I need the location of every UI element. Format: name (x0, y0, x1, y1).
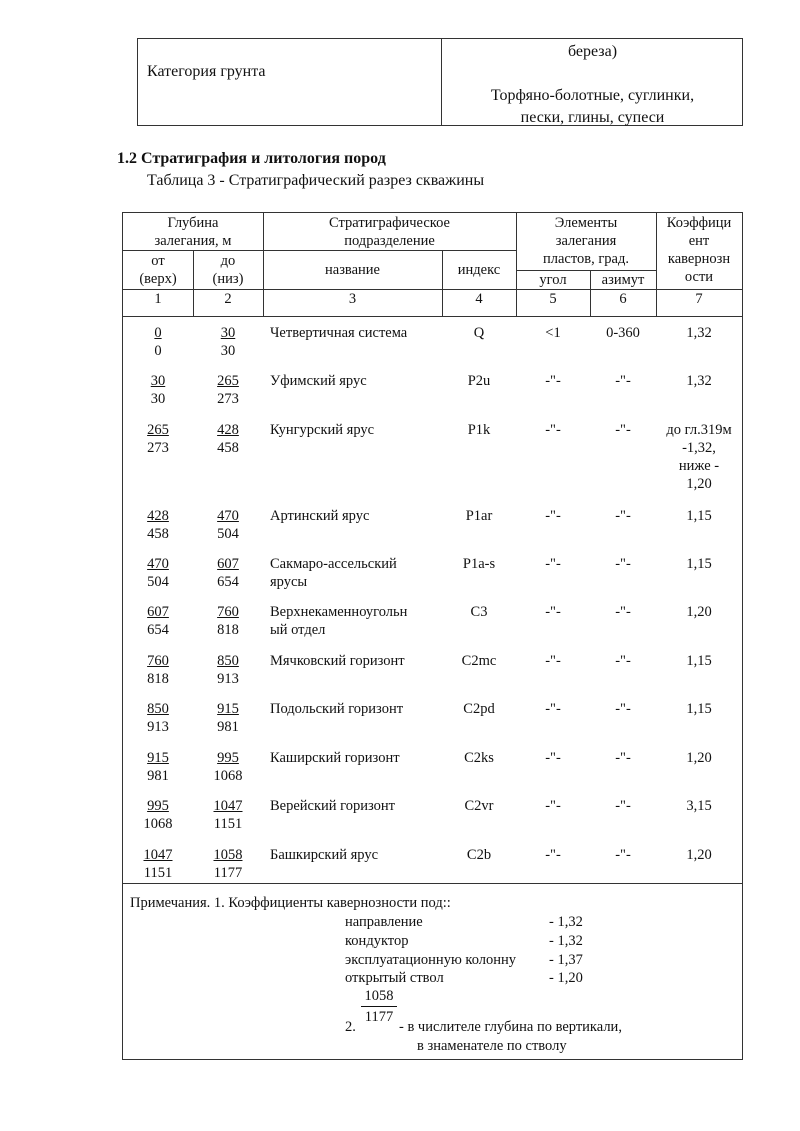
from-depth (123, 603, 193, 639)
col-number: 7 (695, 291, 703, 307)
unit-index: C2pd (463, 701, 495, 717)
header-from-line1: от (151, 253, 165, 269)
unit-index: P2u (467, 373, 491, 389)
from-depth (123, 652, 193, 688)
header-depth-line1: Глубина (167, 215, 219, 231)
coef-line3: ниже - (678, 458, 720, 474)
header-coef-line3: кавернозн (667, 251, 731, 267)
dip-azimuth: -"- (615, 750, 631, 766)
header-elem-line1: Элементы (554, 215, 618, 231)
from-depth-vertical: 470 (147, 556, 169, 572)
from-depth-along-hole: 1151 (143, 865, 173, 881)
cavern-coef (656, 603, 742, 621)
unit-index: P1k (467, 422, 491, 438)
unit-name (270, 700, 442, 718)
from-depth-along-hole: 273 (147, 440, 169, 456)
stratigraphy-table (122, 212, 743, 1060)
cavern-coef (656, 700, 742, 718)
header-name: название (325, 262, 380, 278)
to-depth-vertical: 995 (217, 750, 239, 766)
from-depth-along-hole: 818 (147, 671, 169, 687)
coef-line1: 1,20 (686, 847, 712, 863)
note2-line1: - в числителе глубина по вертикали, (399, 1019, 622, 1035)
note-value: - 1,37 (549, 952, 583, 968)
coef-line1: 1,15 (686, 653, 712, 669)
to-depth-along-hole: 504 (217, 526, 239, 542)
unit-name (270, 324, 442, 342)
unit-name-line1: Кунгурский ярус (270, 422, 375, 438)
note2-number: 2. (345, 1019, 356, 1035)
note-label: открытый ствол (345, 970, 444, 986)
from-depth-vertical: 1047 (143, 847, 173, 863)
cavern-coef (656, 507, 742, 525)
header-to-line1: до (220, 253, 236, 269)
unit-name-line1: Мячковский горизонт (270, 653, 405, 669)
from-depth (123, 324, 193, 360)
header-to-line2: (низ) (212, 271, 244, 287)
unit-name (270, 555, 442, 591)
note-value: - 1,20 (549, 970, 583, 986)
col-number: 3 (348, 291, 357, 307)
to-depth (193, 749, 263, 785)
header-angle: угол (539, 272, 567, 288)
note-value: - 1,32 (549, 933, 583, 949)
header-cavern-coef (656, 214, 742, 286)
to-depth-vertical: 915 (217, 701, 239, 717)
unit-name (270, 749, 442, 767)
dip-angle: -"- (545, 508, 561, 524)
note-label: направление (345, 914, 423, 930)
dip-angle: -"- (545, 556, 561, 572)
unit-name-line2: ярусы (270, 574, 308, 590)
dip-angle: -"- (545, 373, 561, 389)
soil-category-value (442, 85, 743, 129)
header-strat-line1: Стратиграфическое (329, 215, 450, 231)
unit-name-line1: Артинский ярус (270, 508, 370, 524)
dip-azimuth: -"- (615, 556, 631, 572)
grid-line (123, 883, 742, 884)
soil-category-value-line2: Торфяно-болотные, суглинки, (490, 87, 695, 104)
coef-line1: до гл.319м (666, 422, 732, 438)
from-depth (123, 797, 193, 833)
to-depth-along-hole: 654 (217, 574, 239, 590)
header-depth (123, 214, 263, 250)
dip-angle: -"- (545, 422, 561, 438)
from-depth (123, 846, 193, 882)
coef-line1: 1,32 (686, 373, 712, 389)
coef-line2: -1,32, (682, 440, 716, 456)
dip-azimuth: -"- (615, 653, 631, 669)
dip-angle: -"- (545, 750, 561, 766)
soil-category-value-line3: пески, глины, супеси (520, 109, 665, 126)
col-number: 1 (154, 291, 162, 307)
fraction-denominator: 1177 (364, 1009, 394, 1025)
unit-name (270, 372, 442, 390)
unit-name-line2: ый отдел (270, 622, 326, 638)
soil-category-label: Категория грунта (147, 63, 266, 80)
unit-name-line1: Подольский горизонт (270, 701, 404, 717)
to-depth-vertical: 760 (217, 604, 239, 620)
unit-index: C2vr (464, 798, 494, 814)
col-number: 6 (619, 291, 627, 307)
to-depth-along-hole: 913 (217, 671, 239, 687)
unit-name (270, 652, 442, 670)
coef-line1: 1,15 (686, 701, 712, 717)
note-label: кондуктор (345, 933, 409, 949)
header-elem-line3: пластов, град. (543, 251, 629, 267)
header-elem-line2: залегания (555, 233, 617, 249)
from-depth-vertical: 428 (147, 508, 169, 524)
to-depth-along-hole: 1068 (213, 768, 243, 784)
dip-azimuth: -"- (615, 508, 631, 524)
coef-line1: 1,20 (686, 604, 712, 620)
to-depth-along-hole: 1177 (213, 865, 243, 881)
dip-azimuth: -"- (615, 373, 631, 389)
col-number: 5 (549, 291, 557, 307)
to-depth-along-hole: 458 (217, 440, 239, 456)
unit-index: P1a-s (462, 556, 496, 572)
note-label: эксплуатационную колонну (345, 952, 517, 968)
cavern-coef (656, 421, 742, 493)
unit-name-line1: Четвертичная система (270, 325, 408, 341)
cavern-coef (656, 652, 742, 670)
unit-name (270, 797, 442, 815)
unit-name (270, 603, 442, 639)
from-depth-along-hole: 913 (147, 719, 169, 735)
dip-angle: -"- (545, 653, 561, 669)
dip-azimuth: 0-360 (606, 325, 640, 341)
from-depth-along-hole: 458 (147, 526, 169, 542)
to-depth-along-hole: 818 (217, 622, 239, 638)
to-depth (193, 324, 263, 360)
from-depth-vertical: 995 (147, 798, 169, 814)
example-fraction (361, 987, 397, 1026)
from-depth-along-hole: 504 (147, 574, 169, 590)
header-stratigraphy (263, 214, 516, 250)
to-depth-along-hole: 981 (217, 719, 239, 735)
table-caption: Таблица 3 - Стратиграфический разрез скважины (147, 172, 485, 189)
unit-index: C2b (466, 847, 492, 863)
col-number: 2 (224, 291, 232, 307)
soil-category-table (137, 38, 743, 126)
header-azimuth: азимут (601, 272, 645, 288)
section-heading: 1.2 Стратиграфия и литология пород (117, 150, 386, 167)
coef-line1: 1,15 (686, 556, 712, 572)
coef-line1: 1,32 (686, 325, 712, 341)
to-depth-vertical: 850 (217, 653, 239, 669)
coef-line1: 1,15 (686, 508, 712, 524)
grid-line (123, 316, 742, 317)
unit-index: C2ks (464, 750, 494, 766)
header-coef-line2: ент (688, 233, 710, 249)
cavern-coef (656, 372, 742, 390)
unit-index: Q (473, 325, 485, 341)
unit-index: P1ar (465, 508, 493, 524)
coef-line4: 1,20 (686, 476, 712, 492)
to-depth (193, 700, 263, 736)
header-coef-line1: Коэффици (666, 215, 732, 231)
to-depth-along-hole: 1151 (213, 816, 243, 832)
dip-angle: -"- (545, 847, 561, 863)
header-coef-line4: ости (684, 269, 714, 285)
dip-angle: -"- (545, 701, 561, 717)
to-depth (193, 555, 263, 591)
header-from (123, 252, 193, 288)
unit-index: C3 (470, 604, 488, 620)
cavern-coef (656, 324, 742, 342)
to-depth-vertical: 30 (220, 325, 236, 341)
cavern-coef (656, 846, 742, 864)
to-depth (193, 652, 263, 688)
to-depth-vertical: 428 (217, 422, 239, 438)
unit-name (270, 846, 442, 864)
to-depth-along-hole: 30 (220, 343, 236, 359)
coef-line1: 1,20 (686, 750, 712, 766)
dip-azimuth: -"- (615, 847, 631, 863)
from-depth-along-hole: 981 (147, 768, 169, 784)
header-index: индекс (457, 262, 501, 278)
dip-azimuth: -"- (615, 604, 631, 620)
from-depth-vertical: 850 (147, 701, 169, 717)
to-depth-vertical: 265 (217, 373, 239, 389)
to-depth (193, 507, 263, 543)
dip-angle: <1 (545, 325, 561, 341)
notes-title: Примечания. 1. Коэффициенты кавернозности под:: (130, 895, 451, 911)
note-value: - 1,32 (549, 914, 583, 930)
from-depth-vertical: 30 (150, 373, 166, 389)
from-depth-along-hole: 30 (150, 391, 166, 407)
from-depth-vertical: 0 (154, 325, 162, 341)
from-depth (123, 421, 193, 457)
from-depth-along-hole: 1068 (143, 816, 173, 832)
from-depth-along-hole: 654 (147, 622, 169, 638)
header-depth-line2: залегания, м (154, 233, 232, 249)
soil-category-value-line1: береза) (567, 43, 618, 60)
header-to (193, 252, 263, 288)
unit-name-line1: Верейский горизонт (270, 798, 396, 814)
header-from-line2: (верх) (139, 271, 177, 287)
unit-name-line1: Сакмаро-ассельский (270, 556, 397, 572)
unit-index: C2mc (461, 653, 497, 669)
unit-name (270, 507, 442, 525)
to-depth-vertical: 1058 (213, 847, 243, 863)
from-depth-vertical: 760 (147, 653, 169, 669)
dip-azimuth: -"- (615, 422, 631, 438)
from-depth (123, 507, 193, 543)
from-depth-vertical: 607 (147, 604, 169, 620)
unit-name-line1: Каширский горизонт (270, 750, 400, 766)
fraction-bar (361, 1006, 397, 1007)
to-depth (193, 797, 263, 833)
from-depth (123, 700, 193, 736)
unit-name (270, 421, 442, 439)
header-elements (516, 214, 656, 268)
cavern-coef (656, 555, 742, 573)
to-depth (193, 846, 263, 882)
col-number: 4 (475, 291, 483, 307)
dip-azimuth: -"- (615, 701, 631, 717)
unit-name-line1: Башкирский ярус (270, 847, 379, 863)
from-depth (123, 555, 193, 591)
to-depth-vertical: 607 (217, 556, 239, 572)
fraction-numerator: 1058 (364, 988, 394, 1004)
dip-azimuth: -"- (615, 798, 631, 814)
coef-line1: 3,15 (686, 798, 712, 814)
grid-line (263, 250, 516, 251)
to-depth (193, 421, 263, 457)
from-depth-vertical: 265 (147, 422, 169, 438)
from-depth-along-hole: 0 (154, 343, 162, 359)
dip-angle: -"- (545, 798, 561, 814)
unit-name-line1: Верхнекаменноугольн (270, 604, 408, 620)
to-depth (193, 372, 263, 408)
header-strat-line2: подразделение (344, 233, 435, 249)
to-depth (193, 603, 263, 639)
cavern-coef (656, 749, 742, 767)
to-depth-vertical: 470 (217, 508, 239, 524)
from-depth (123, 372, 193, 408)
dip-angle: -"- (545, 604, 561, 620)
note2-line2: в знаменателе по стволу (417, 1038, 567, 1054)
unit-name-line1: Уфимский ярус (270, 373, 367, 389)
from-depth-vertical: 915 (147, 750, 169, 766)
to-depth-vertical: 1047 (213, 798, 243, 814)
from-depth (123, 749, 193, 785)
cavern-coef (656, 797, 742, 815)
to-depth-along-hole: 273 (217, 391, 239, 407)
